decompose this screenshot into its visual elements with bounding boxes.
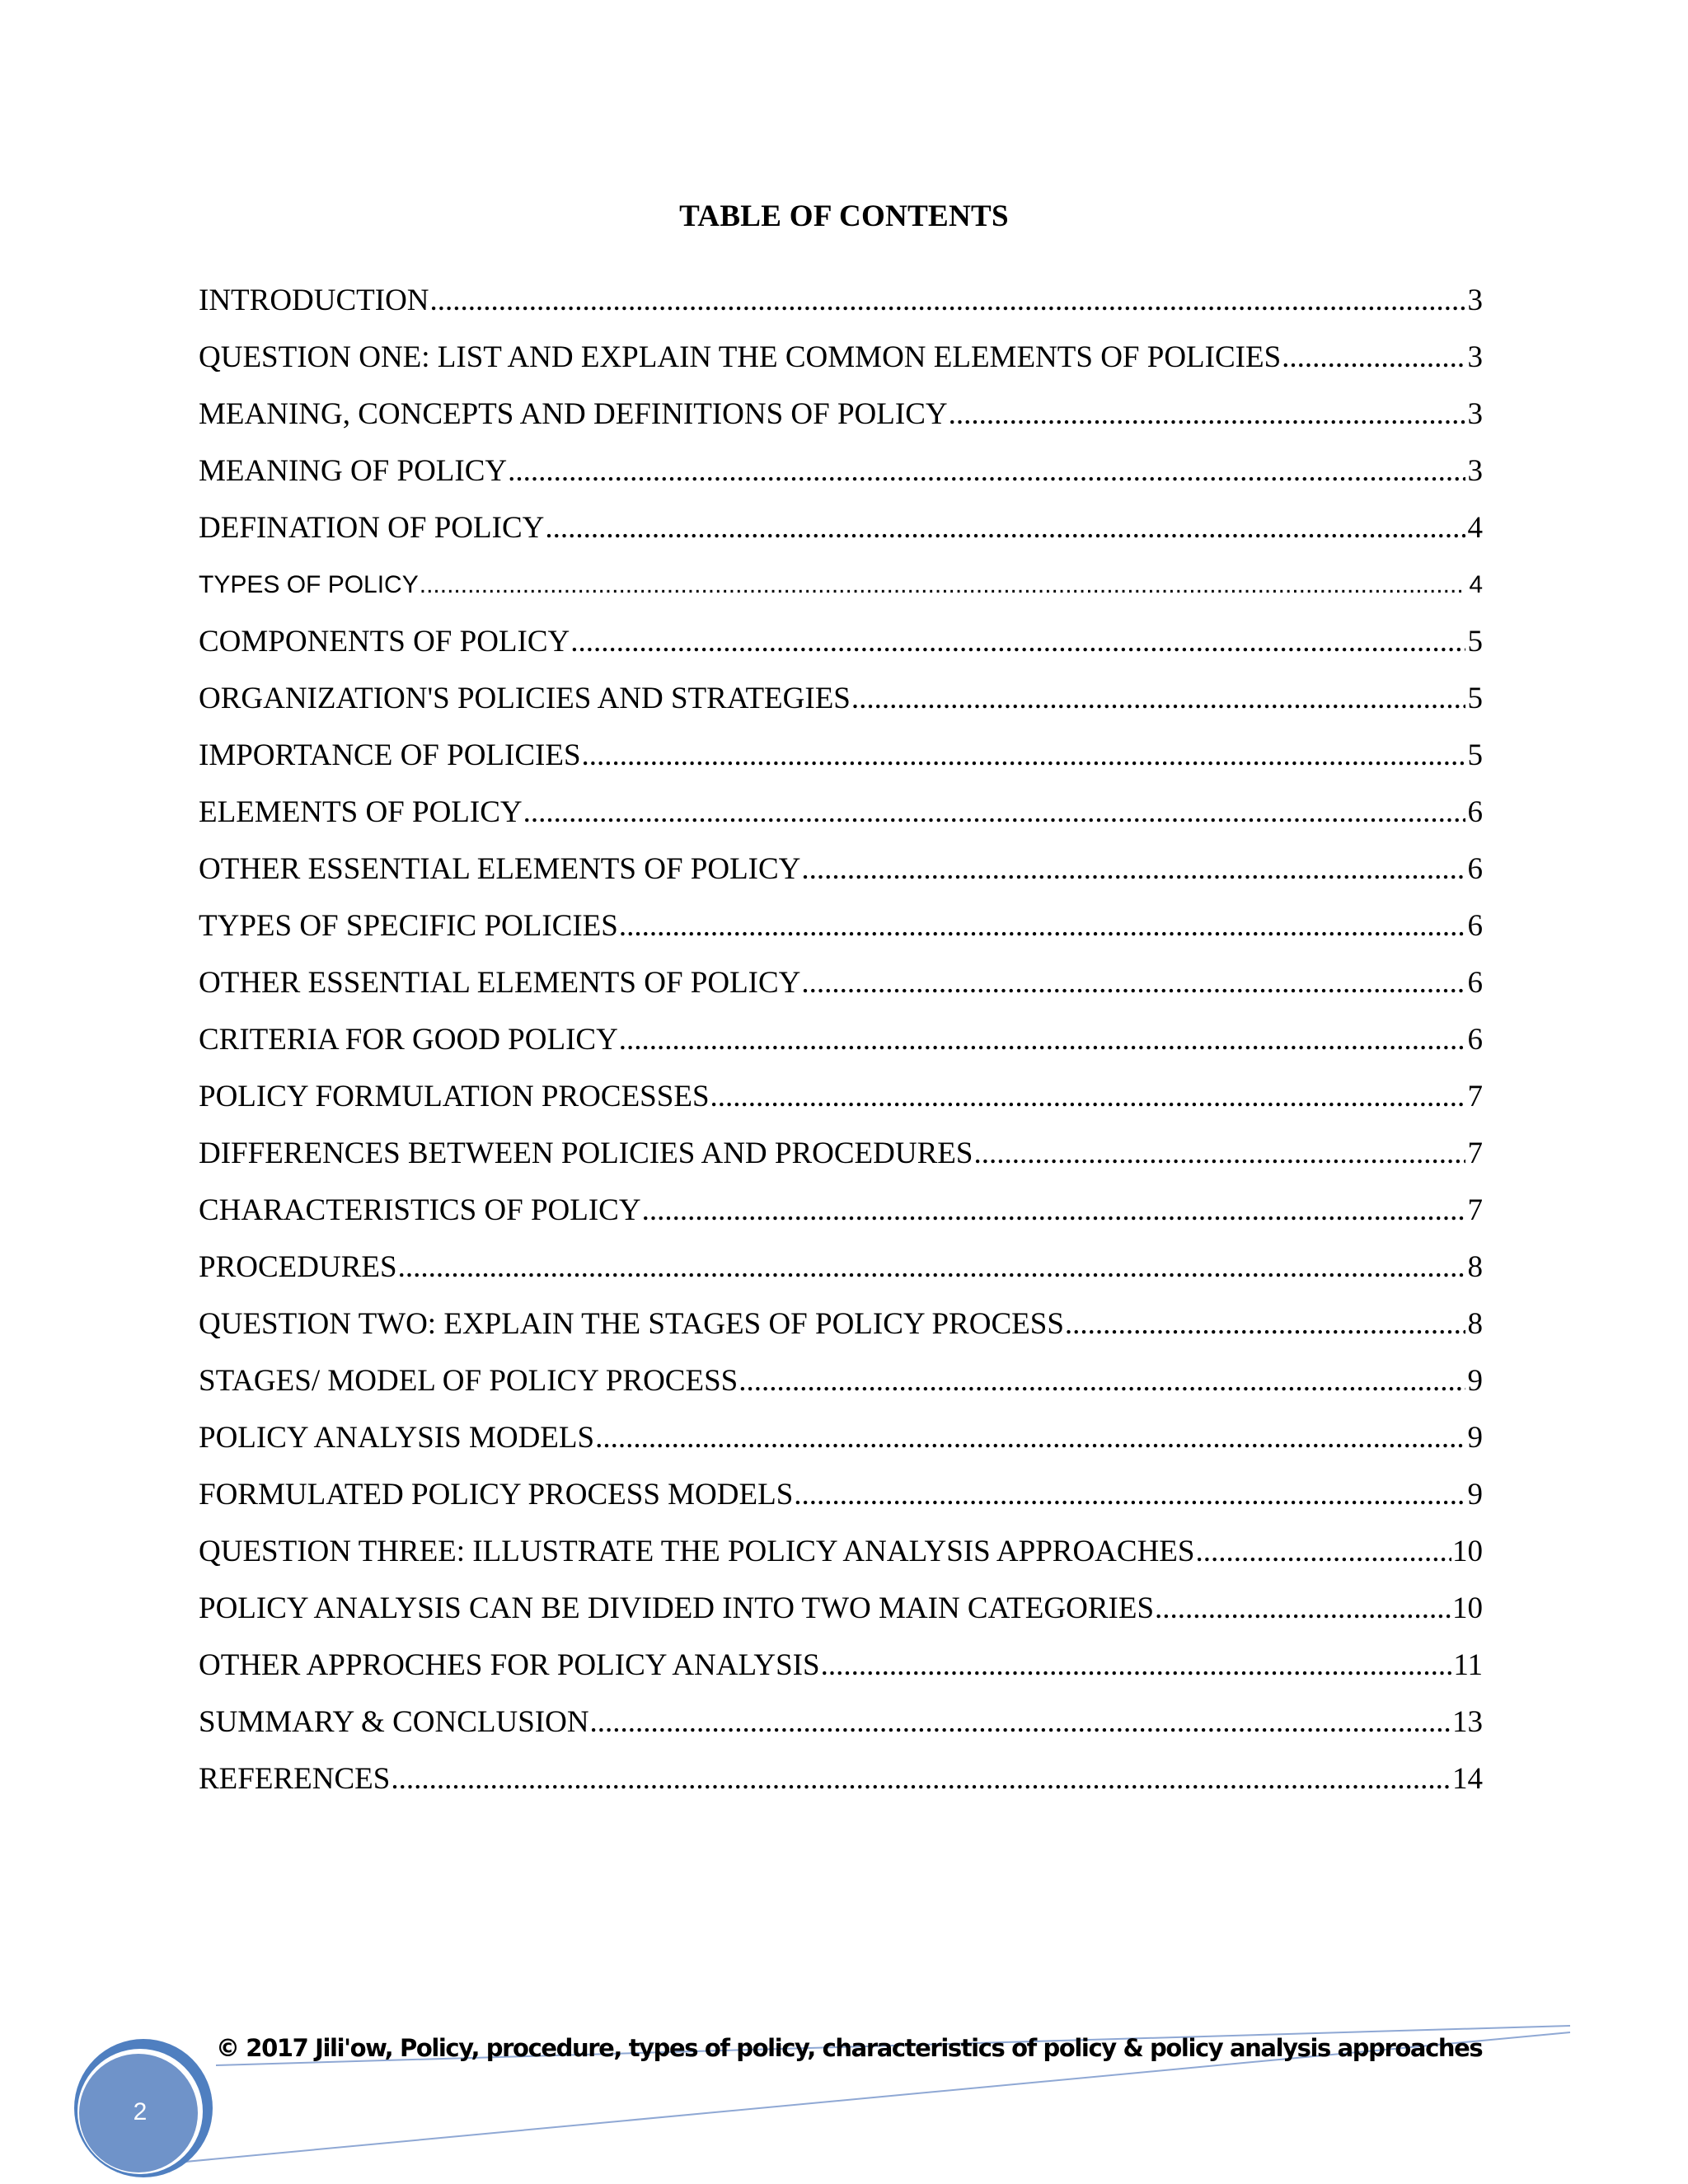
toc-entry-label: PROCEDURES — [199, 1250, 397, 1284]
toc-entry-label: POLICY ANALYSIS CAN BE DIVIDED INTO TWO MAIN CATEGORIES — [199, 1591, 1155, 1625]
toc-entry-page: 9 — [1467, 1421, 1483, 1455]
toc-entry-label: COMPONENTS OF POLICY — [199, 625, 570, 658]
toc-entry-page: 6 — [1467, 909, 1483, 943]
toc-entry-page: 5 — [1467, 738, 1483, 772]
toc-entry-page: 3 — [1467, 340, 1483, 374]
toc-entry-page: 6 — [1467, 795, 1483, 829]
toc-entry-page: 11 — [1453, 1648, 1483, 1682]
page-number: 2 — [133, 2098, 148, 2125]
toc-entry-label: CRITERIA FOR GOOD POLICY — [199, 1023, 618, 1057]
toc-entry-label: QUESTION THREE: ILLUSTRATE THE POLICY ANALYSIS APPROACHES — [199, 1535, 1195, 1568]
toc-entry-page: 3 — [1467, 397, 1483, 431]
toc-entry-label: ELEMENTS OF POLICY — [199, 795, 523, 829]
toc-title: TABLE OF CONTENTS — [679, 199, 1009, 233]
toc-entry-label: DEFINATION OF POLICY — [199, 511, 545, 545]
toc-entry-label: MEANING, CONCEPTS AND DEFINITIONS OF POLICY — [199, 397, 948, 431]
toc-entry-page: 10 — [1452, 1591, 1483, 1625]
toc-entry-label: QUESTION TWO: EXPLAIN THE STAGES OF POLICY PROCESS — [199, 1307, 1064, 1341]
toc-entry-page: 8 — [1467, 1250, 1483, 1284]
toc-entry-label: SUMMARY & CONCLUSION — [199, 1705, 589, 1739]
toc-entry-label: MEANING OF POLICY — [199, 454, 508, 488]
toc-entry-label: OTHER ESSENTIAL ELEMENTS OF POLICY — [199, 966, 801, 1000]
toc-entry-page: 7 — [1467, 1137, 1483, 1170]
toc-entry-page: 6 — [1467, 852, 1483, 886]
toc-entry-label: TYPES OF POLICY — [199, 571, 419, 598]
toc-entry-page: 9 — [1467, 1478, 1483, 1511]
toc-entry-page: 5 — [1467, 625, 1483, 658]
toc-entry-page: 14 — [1452, 1762, 1483, 1796]
toc-entry-label: POLICY ANALYSIS MODELS — [199, 1421, 595, 1455]
toc-entry-label: POLICY FORMULATION PROCESSES — [199, 1080, 710, 1113]
toc-entry-page: 3 — [1467, 454, 1483, 488]
toc-entry-page: 5 — [1467, 682, 1483, 715]
toc-entry-page: 13 — [1452, 1705, 1483, 1739]
toc-entry-label: STAGES/ MODEL OF POLICY PROCESS — [199, 1364, 738, 1398]
toc-entry-page: 6 — [1467, 966, 1483, 1000]
toc-entry-label: TYPES OF SPECIFIC POLICIES — [199, 909, 618, 943]
toc-entry-label: IMPORTANCE OF POLICIES — [199, 738, 581, 772]
toc-entry-label: CHARACTERISTICS OF POLICY — [199, 1193, 641, 1227]
toc-entry-page: 4 — [1467, 511, 1483, 545]
toc-entry-label: INTRODUCTION — [199, 284, 429, 317]
toc-entry-page: 8 — [1467, 1307, 1483, 1341]
toc-entry-label: QUESTION ONE: LIST AND EXPLAIN THE COMMON ELEMENTS OF POLICIES — [199, 340, 1282, 374]
toc-entry-page: 7 — [1467, 1193, 1483, 1227]
toc-entry-label: OTHER APPROCHES FOR POLICY ANALYSIS — [199, 1648, 820, 1682]
toc-entry-page: 10 — [1452, 1535, 1483, 1568]
toc-entry-page: 6 — [1467, 1023, 1483, 1057]
toc-entry-label: OTHER ESSENTIAL ELEMENTS OF POLICY — [199, 852, 801, 886]
toc-entry-label: ORGANIZATION'S POLICIES AND STRATEGIES — [199, 682, 851, 715]
toc-entry-page: 4 — [1469, 571, 1483, 598]
toc-entry-label: FORMULATED POLICY PROCESS MODELS — [199, 1478, 794, 1511]
toc-entry-page: 9 — [1467, 1364, 1483, 1398]
footer-copyright: © 2017 Jili'ow, Policy, procedure, types of policy, characteristics of policy & policy analysis approaches — [216, 2034, 1483, 2062]
toc-entry-label: REFERENCES — [199, 1762, 391, 1796]
toc-entry-page: 3 — [1467, 284, 1483, 317]
toc-entry-page: 7 — [1467, 1080, 1483, 1113]
toc-entry-label: DIFFERENCES BETWEEN POLICIES AND PROCEDURES — [199, 1137, 973, 1170]
